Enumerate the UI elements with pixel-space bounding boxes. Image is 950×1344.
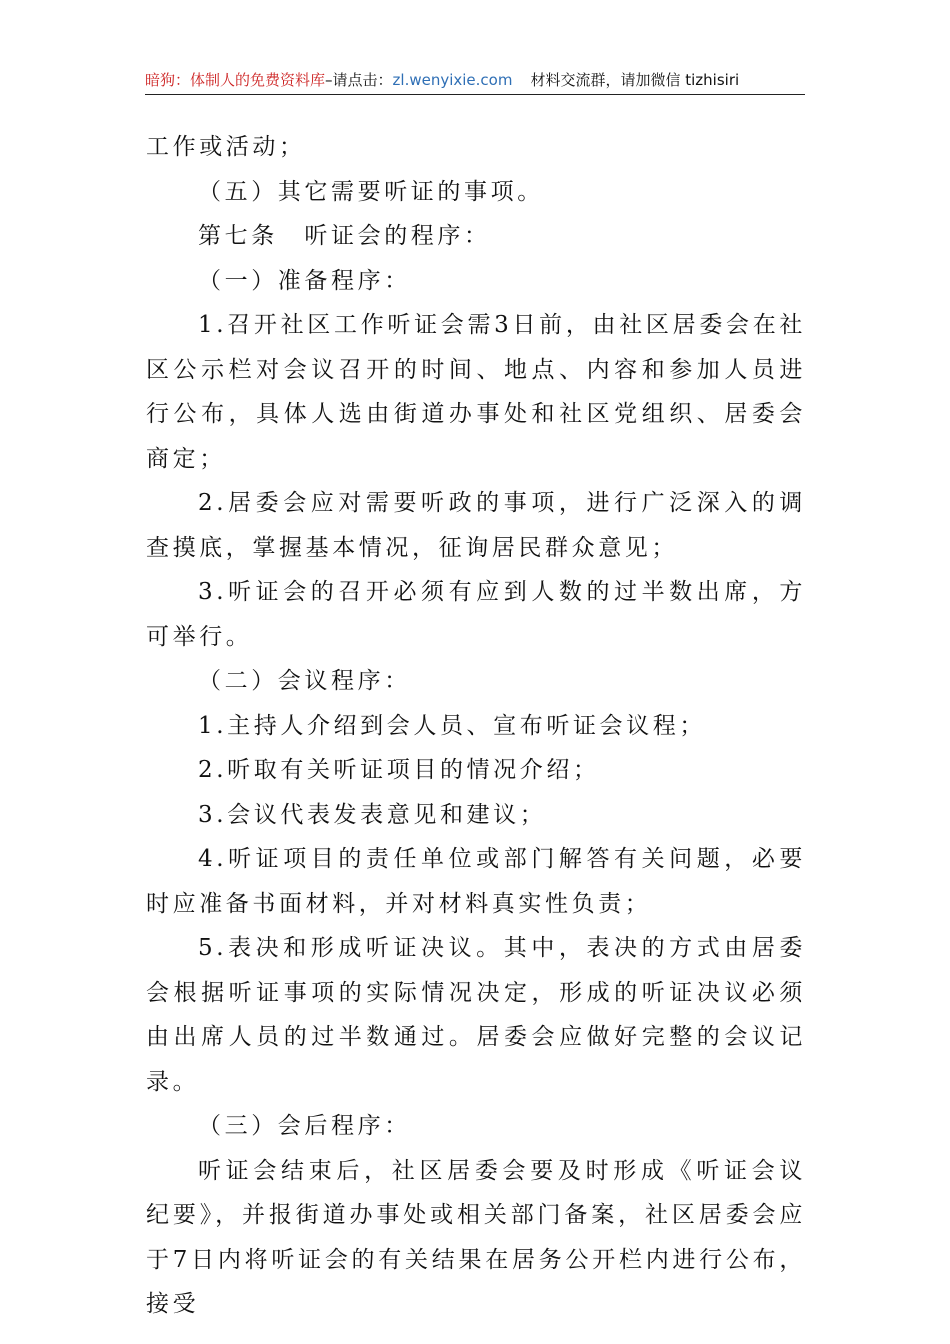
header-divider [145,94,805,95]
section-post-meeting-heading: （三）会后程序： [198,1113,411,1139]
paragraph: 1.主持人介绍到会人员、宣布听证会议程； [198,712,706,739]
header-click-prompt: –请点击： [325,71,393,89]
paragraph: 4.听证项目的责任单位或部门解答有关问题，必要时应准备书面材料，并对材料真实性负责； [146,846,806,917]
paragraph: 1.召开社区工作听证会需3日前，由社区居委会在社区公示栏对会议召开的时间、地点、内容和参加人员进行公布，具体人选由街道办事处和社区党组织、居委会商定； [146,312,806,472]
page-header [145,68,805,92]
header-contact: 材料交流群，请加微信 tizhisiri [530,71,740,89]
paragraph: 2.居委会应对需要听政的事项，进行广泛深入的调查摸底，掌握基本情况，征询居民群众意见； [146,490,806,561]
header-url-link[interactable]: zl.wenyixie.com [392,71,513,89]
paragraph: 2.听取有关听证项目的情况介绍； [198,757,600,783]
section-meeting-heading: （二）会议程序： [198,668,411,694]
document-body [146,125,806,1327]
section-preparation-heading: （一）准备程序： [198,267,411,294]
paragraph: 听证会结束后，社区居委会要及时形成《听证会议纪要》，并报街道办事处或相关部门备案，社区居委会应于7日内将听证会的有关结果在居务公开栏内进行公布，接受 [146,1157,806,1317]
paragraph: 3.听证会的召开必须有应到人数的过半数出席，方可举行。 [146,579,806,650]
paragraph-continuation: 工作或活动； [146,134,306,160]
header-site-name: 暗狗：体制人的免费资料库 [145,71,326,89]
paragraph: 5.表决和形成听证决议。其中，表决的方式由居委会根据听证事项的实际情况决定，形成的听证决议必须由出席人员的过半数通过。居委会应做好完整的会议记录。 [146,935,806,1095]
paragraph: 3.会议代表发表意见和建议； [198,801,547,828]
article-seven-heading: 第七条 听证会的程序： [198,223,491,249]
paragraph-item-five: （五）其它需要听证的事项。 [198,178,544,205]
